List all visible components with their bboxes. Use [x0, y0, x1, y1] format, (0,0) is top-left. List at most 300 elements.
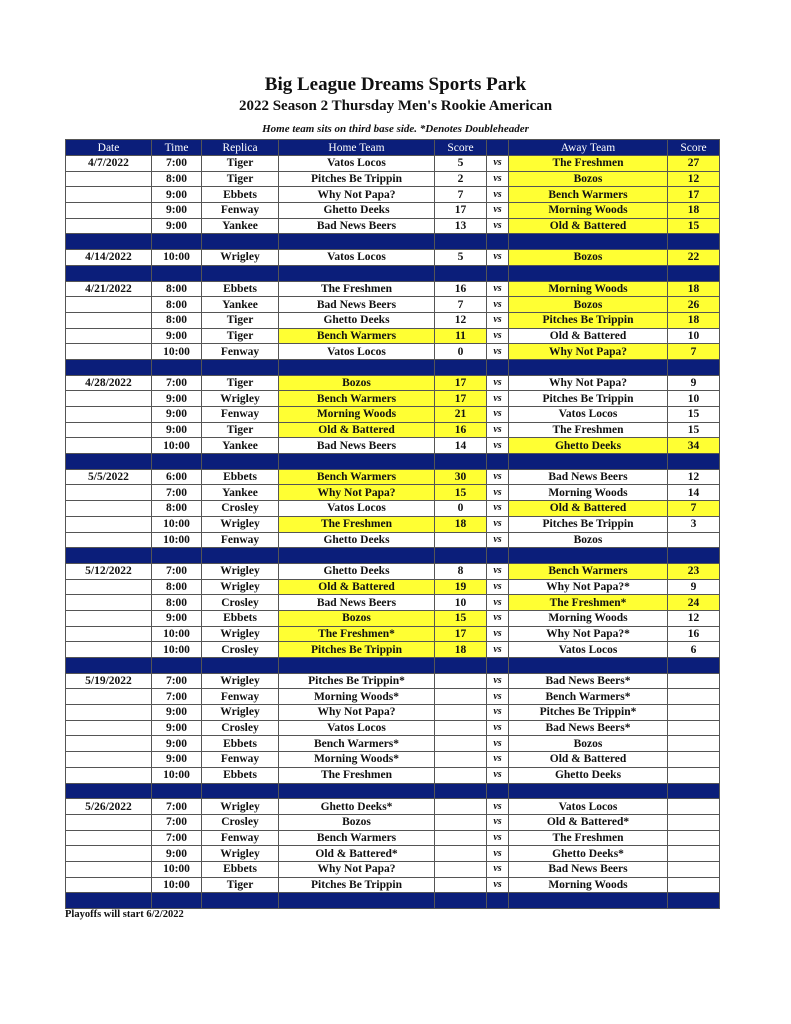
home-team-cell: The Freshmen: [279, 767, 435, 783]
game-date-cell: [66, 171, 152, 187]
away-team-cell: Bench Warmers: [509, 187, 668, 203]
separator-cell: [668, 783, 720, 799]
game-date-cell: [66, 312, 152, 328]
game-time-cell: 10:00: [152, 642, 202, 658]
separator-cell: [279, 454, 435, 470]
week-separator-row: [66, 658, 720, 674]
vs-cell: vs: [487, 736, 509, 752]
game-time-cell: 9:00: [152, 328, 202, 344]
game-time-cell: 7:00: [152, 830, 202, 846]
game-row: [66, 501, 720, 517]
away-team-cell: Why Not Papa?: [509, 344, 668, 360]
away-score-cell: 10: [668, 391, 720, 407]
game-time-cell: 8:00: [152, 501, 202, 517]
home-team-cell: Bench Warmers: [279, 469, 435, 485]
away-team-cell: Ghetto Deeks*: [509, 846, 668, 862]
col-header-vs: [487, 140, 509, 156]
vs-cell: vs: [487, 830, 509, 846]
home-team-cell: Ghetto Deeks: [279, 532, 435, 548]
away-team-cell: The Freshmen*: [509, 595, 668, 611]
game-date-cell: [66, 720, 152, 736]
separator-cell: [509, 893, 668, 909]
vs-cell: vs: [487, 626, 509, 642]
game-row: [66, 407, 720, 423]
game-time-cell: 9:00: [152, 407, 202, 423]
separator-cell: [152, 783, 202, 799]
home-team-cell: Why Not Papa?: [279, 485, 435, 501]
game-row: [66, 814, 720, 830]
home-team-cell: Pitches Be Trippin*: [279, 673, 435, 689]
separator-cell: [152, 234, 202, 250]
game-date-cell: 5/26/2022: [66, 799, 152, 815]
game-row: [66, 532, 720, 548]
game-date-cell: 5/5/2022: [66, 469, 152, 485]
home-team-cell: Bench Warmers*: [279, 736, 435, 752]
home-score-cell: 0: [435, 344, 487, 360]
game-date-cell: [66, 689, 152, 705]
game-time-cell: 7:00: [152, 375, 202, 391]
away-score-cell: [668, 767, 720, 783]
away-score-cell: 22: [668, 250, 720, 266]
away-score-cell: 15: [668, 422, 720, 438]
game-row: [66, 218, 720, 234]
separator-cell: [66, 548, 152, 564]
week-separator-row: [66, 893, 720, 909]
game-date-cell: [66, 391, 152, 407]
home-score-cell: 7: [435, 187, 487, 203]
game-row: [66, 297, 720, 313]
vs-cell: vs: [487, 297, 509, 313]
game-date-cell: [66, 297, 152, 313]
home-score-cell: 10: [435, 595, 487, 611]
game-date-cell: 5/19/2022: [66, 673, 152, 689]
replica-field-cell: Ebbets: [202, 736, 279, 752]
col-header-time: Time: [152, 140, 202, 156]
replica-field-cell: Tiger: [202, 312, 279, 328]
replica-field-cell: Wrigley: [202, 673, 279, 689]
replica-field-cell: Wrigley: [202, 705, 279, 721]
separator-cell: [202, 548, 279, 564]
separator-cell: [668, 548, 720, 564]
separator-cell: [487, 548, 509, 564]
separator-cell: [487, 265, 509, 281]
home-team-cell: Bozos: [279, 610, 435, 626]
game-date-cell: [66, 767, 152, 783]
replica-field-cell: Wrigley: [202, 516, 279, 532]
game-time-cell: 8:00: [152, 595, 202, 611]
separator-cell: [668, 359, 720, 375]
separator-cell: [279, 359, 435, 375]
away-score-cell: 16: [668, 626, 720, 642]
away-team-cell: Bad News Beers: [509, 469, 668, 485]
home-team-cell: Pitches Be Trippin: [279, 642, 435, 658]
replica-field-cell: Yankee: [202, 438, 279, 454]
game-date-cell: 4/14/2022: [66, 250, 152, 266]
vs-cell: vs: [487, 579, 509, 595]
vs-cell: vs: [487, 846, 509, 862]
home-score-cell: [435, 720, 487, 736]
game-time-cell: 8:00: [152, 579, 202, 595]
home-team-cell: Morning Woods*: [279, 689, 435, 705]
separator-cell: [202, 234, 279, 250]
away-score-cell: 23: [668, 563, 720, 579]
game-row: [66, 861, 720, 877]
separator-cell: [202, 265, 279, 281]
separator-cell: [202, 893, 279, 909]
replica-field-cell: Wrigley: [202, 846, 279, 862]
separator-cell: [668, 265, 720, 281]
replica-field-cell: Ebbets: [202, 861, 279, 877]
home-score-cell: 17: [435, 203, 487, 219]
separator-cell: [668, 234, 720, 250]
separator-cell: [487, 454, 509, 470]
vs-cell: vs: [487, 469, 509, 485]
separator-cell: [66, 234, 152, 250]
home-team-cell: Morning Woods: [279, 407, 435, 423]
replica-field-cell: Tiger: [202, 328, 279, 344]
game-time-cell: 8:00: [152, 312, 202, 328]
replica-field-cell: Fenway: [202, 752, 279, 768]
away-score-cell: 34: [668, 438, 720, 454]
replica-field-cell: Crosley: [202, 720, 279, 736]
game-date-cell: 4/21/2022: [66, 281, 152, 297]
game-date-cell: [66, 705, 152, 721]
separator-cell: [509, 234, 668, 250]
away-score-cell: [668, 830, 720, 846]
home-score-cell: 13: [435, 218, 487, 234]
home-team-cell: Bad News Beers: [279, 218, 435, 234]
game-time-cell: 10:00: [152, 861, 202, 877]
vs-cell: vs: [487, 610, 509, 626]
away-score-cell: [668, 673, 720, 689]
replica-field-cell: Crosley: [202, 595, 279, 611]
home-score-cell: [435, 532, 487, 548]
home-score-cell: [435, 861, 487, 877]
separator-cell: [202, 359, 279, 375]
home-team-cell: Old & Battered: [279, 579, 435, 595]
separator-cell: [509, 783, 668, 799]
home-team-cell: Vatos Locos: [279, 720, 435, 736]
vs-cell: vs: [487, 344, 509, 360]
away-team-cell: Bozos: [509, 297, 668, 313]
game-time-cell: 9:00: [152, 846, 202, 862]
away-score-cell: 12: [668, 610, 720, 626]
game-time-cell: 7:00: [152, 673, 202, 689]
home-score-cell: [435, 689, 487, 705]
col-header-date: Date: [66, 140, 152, 156]
game-row: [66, 422, 720, 438]
home-team-cell: Bad News Beers: [279, 595, 435, 611]
game-date-cell: 4/7/2022: [66, 156, 152, 172]
home-team-cell: Ghetto Deeks*: [279, 799, 435, 815]
home-score-cell: 5: [435, 156, 487, 172]
home-score-cell: 18: [435, 642, 487, 658]
away-team-cell: The Freshmen: [509, 422, 668, 438]
vs-cell: vs: [487, 595, 509, 611]
home-score-cell: 15: [435, 485, 487, 501]
away-score-cell: [668, 532, 720, 548]
home-score-cell: [435, 830, 487, 846]
vs-cell: vs: [487, 312, 509, 328]
away-score-cell: 9: [668, 579, 720, 595]
away-score-cell: 10: [668, 328, 720, 344]
replica-field-cell: Fenway: [202, 532, 279, 548]
home-score-cell: 11: [435, 328, 487, 344]
away-team-cell: Why Not Papa?*: [509, 579, 668, 595]
away-team-cell: Ghetto Deeks: [509, 767, 668, 783]
separator-cell: [509, 359, 668, 375]
schedule-body: [66, 156, 720, 909]
game-time-cell: 9:00: [152, 203, 202, 219]
away-team-cell: Bozos: [509, 250, 668, 266]
separator-cell: [509, 265, 668, 281]
home-score-cell: 16: [435, 422, 487, 438]
separator-cell: [487, 658, 509, 674]
game-row: [66, 595, 720, 611]
game-date-cell: [66, 626, 152, 642]
separator-cell: [487, 893, 509, 909]
away-team-cell: Morning Woods: [509, 281, 668, 297]
game-row: [66, 344, 720, 360]
away-team-cell: Why Not Papa?*: [509, 626, 668, 642]
game-row: [66, 156, 720, 172]
home-score-cell: [435, 736, 487, 752]
home-score-cell: [435, 814, 487, 830]
vs-cell: vs: [487, 407, 509, 423]
away-team-cell: The Freshmen: [509, 156, 668, 172]
game-row: [66, 642, 720, 658]
replica-field-cell: Ebbets: [202, 469, 279, 485]
away-score-cell: [668, 689, 720, 705]
replica-field-cell: Wrigley: [202, 626, 279, 642]
replica-field-cell: Yankee: [202, 218, 279, 234]
away-team-cell: Morning Woods: [509, 610, 668, 626]
separator-cell: [279, 265, 435, 281]
home-team-cell: Bozos: [279, 375, 435, 391]
game-time-cell: 9:00: [152, 752, 202, 768]
col-header-away-team: Away Team: [509, 140, 668, 156]
page-title: Big League Dreams Sports Park: [264, 74, 527, 95]
separator-cell: [202, 658, 279, 674]
game-date-cell: [66, 422, 152, 438]
game-time-cell: 7:00: [152, 689, 202, 705]
home-score-cell: [435, 846, 487, 862]
away-score-cell: [668, 799, 720, 815]
game-time-cell: 10:00: [152, 626, 202, 642]
game-date-cell: [66, 344, 152, 360]
away-score-cell: 3: [668, 516, 720, 532]
replica-field-cell: Yankee: [202, 485, 279, 501]
col-header-replica: Replica: [202, 140, 279, 156]
separator-cell: [202, 783, 279, 799]
away-score-cell: 7: [668, 344, 720, 360]
separator-cell: [435, 234, 487, 250]
home-score-cell: [435, 799, 487, 815]
home-score-cell: 16: [435, 281, 487, 297]
game-row: [66, 799, 720, 815]
separator-cell: [435, 548, 487, 564]
home-team-cell: Ghetto Deeks: [279, 563, 435, 579]
replica-field-cell: Ebbets: [202, 187, 279, 203]
game-time-cell: 9:00: [152, 610, 202, 626]
separator-cell: [279, 658, 435, 674]
vs-cell: vs: [487, 375, 509, 391]
vs-cell: vs: [487, 438, 509, 454]
game-row: [66, 563, 720, 579]
vs-cell: vs: [487, 156, 509, 172]
game-time-cell: 9:00: [152, 218, 202, 234]
away-score-cell: [668, 736, 720, 752]
separator-cell: [152, 893, 202, 909]
home-score-cell: [435, 752, 487, 768]
home-score-cell: [435, 877, 487, 893]
game-date-cell: [66, 814, 152, 830]
away-team-cell: The Freshmen: [509, 830, 668, 846]
home-team-cell: Why Not Papa?: [279, 861, 435, 877]
away-score-cell: 18: [668, 281, 720, 297]
home-team-cell: The Freshmen: [279, 281, 435, 297]
home-score-cell: 30: [435, 469, 487, 485]
home-team-cell: Vatos Locos: [279, 156, 435, 172]
away-team-cell: Morning Woods: [509, 485, 668, 501]
game-row: [66, 375, 720, 391]
replica-field-cell: Tiger: [202, 171, 279, 187]
game-date-cell: [66, 861, 152, 877]
week-separator-row: [66, 783, 720, 799]
separator-cell: [152, 265, 202, 281]
game-time-cell: 9:00: [152, 720, 202, 736]
away-team-cell: Why Not Papa?: [509, 375, 668, 391]
game-date-cell: [66, 752, 152, 768]
away-team-cell: Old & Battered: [509, 752, 668, 768]
home-team-cell: Bench Warmers: [279, 328, 435, 344]
game-row: [66, 689, 720, 705]
home-score-cell: 19: [435, 579, 487, 595]
away-team-cell: Old & Battered: [509, 501, 668, 517]
away-team-cell: Bozos: [509, 736, 668, 752]
home-team-cell: Old & Battered: [279, 422, 435, 438]
replica-field-cell: Tiger: [202, 156, 279, 172]
game-time-cell: 9:00: [152, 391, 202, 407]
game-time-cell: 10:00: [152, 877, 202, 893]
away-team-cell: Bad News Beers*: [509, 673, 668, 689]
game-time-cell: 10:00: [152, 344, 202, 360]
home-team-cell: Pitches Be Trippin: [279, 171, 435, 187]
game-date-cell: [66, 532, 152, 548]
home-score-cell: 21: [435, 407, 487, 423]
game-row: [66, 485, 720, 501]
replica-field-cell: Yankee: [202, 297, 279, 313]
game-time-cell: 7:00: [152, 485, 202, 501]
replica-field-cell: Wrigley: [202, 579, 279, 595]
game-row: [66, 673, 720, 689]
game-date-cell: [66, 203, 152, 219]
away-team-cell: Vatos Locos: [509, 642, 668, 658]
away-score-cell: 15: [668, 407, 720, 423]
game-date-cell: [66, 579, 152, 595]
game-row: [66, 846, 720, 862]
home-score-cell: 18: [435, 516, 487, 532]
table-header-row: [66, 140, 720, 156]
home-team-cell: Bozos: [279, 814, 435, 830]
game-date-cell: [66, 485, 152, 501]
home-score-cell: [435, 705, 487, 721]
away-score-cell: 27: [668, 156, 720, 172]
home-score-cell: [435, 767, 487, 783]
separator-cell: [279, 893, 435, 909]
game-date-cell: [66, 438, 152, 454]
away-score-cell: [668, 752, 720, 768]
vs-cell: vs: [487, 563, 509, 579]
game-time-cell: 10:00: [152, 438, 202, 454]
replica-field-cell: Wrigley: [202, 563, 279, 579]
home-team-cell: Bad News Beers: [279, 438, 435, 454]
week-separator-row: [66, 265, 720, 281]
vs-cell: vs: [487, 218, 509, 234]
game-time-cell: 8:00: [152, 281, 202, 297]
away-team-cell: Old & Battered*: [509, 814, 668, 830]
away-team-cell: Ghetto Deeks: [509, 438, 668, 454]
vs-cell: vs: [487, 501, 509, 517]
game-time-cell: 10:00: [152, 516, 202, 532]
game-time-cell: 8:00: [152, 171, 202, 187]
away-score-cell: 12: [668, 469, 720, 485]
game-time-cell: 9:00: [152, 705, 202, 721]
separator-cell: [66, 893, 152, 909]
col-header-away-score: Score: [668, 140, 720, 156]
separator-cell: [487, 234, 509, 250]
game-time-cell: 10:00: [152, 532, 202, 548]
home-score-cell: 8: [435, 563, 487, 579]
game-date-cell: [66, 736, 152, 752]
game-time-cell: 7:00: [152, 563, 202, 579]
game-row: [66, 203, 720, 219]
home-team-cell: Vatos Locos: [279, 501, 435, 517]
game-date-cell: [66, 407, 152, 423]
page-subtitle: 2022 Season 2 Thursday Men's Rookie American: [238, 98, 553, 114]
separator-cell: [435, 265, 487, 281]
week-separator-row: [66, 548, 720, 564]
separator-cell: [668, 658, 720, 674]
home-score-cell: 17: [435, 375, 487, 391]
away-team-cell: Bench Warmers*: [509, 689, 668, 705]
replica-field-cell: Crosley: [202, 501, 279, 517]
home-score-cell: 14: [435, 438, 487, 454]
away-team-cell: Pitches Be Trippin: [509, 516, 668, 532]
home-team-cell: Vatos Locos: [279, 250, 435, 266]
vs-cell: vs: [487, 767, 509, 783]
home-score-cell: 2: [435, 171, 487, 187]
game-date-cell: [66, 610, 152, 626]
home-team-cell: Old & Battered*: [279, 846, 435, 862]
separator-cell: [66, 783, 152, 799]
schedule-note: Home team sits on third base side. *Denotes Doubleheader: [262, 123, 529, 135]
game-row: [66, 736, 720, 752]
replica-field-cell: Tiger: [202, 422, 279, 438]
away-team-cell: Vatos Locos: [509, 407, 668, 423]
away-score-cell: 9: [668, 375, 720, 391]
game-row: [66, 830, 720, 846]
vs-cell: vs: [487, 516, 509, 532]
replica-field-cell: Fenway: [202, 689, 279, 705]
away-score-cell: 14: [668, 485, 720, 501]
game-row: [66, 250, 720, 266]
replica-field-cell: Ebbets: [202, 767, 279, 783]
away-team-cell: Pitches Be Trippin: [509, 312, 668, 328]
replica-field-cell: Tiger: [202, 877, 279, 893]
away-team-cell: Vatos Locos: [509, 799, 668, 815]
home-team-cell: Ghetto Deeks: [279, 203, 435, 219]
